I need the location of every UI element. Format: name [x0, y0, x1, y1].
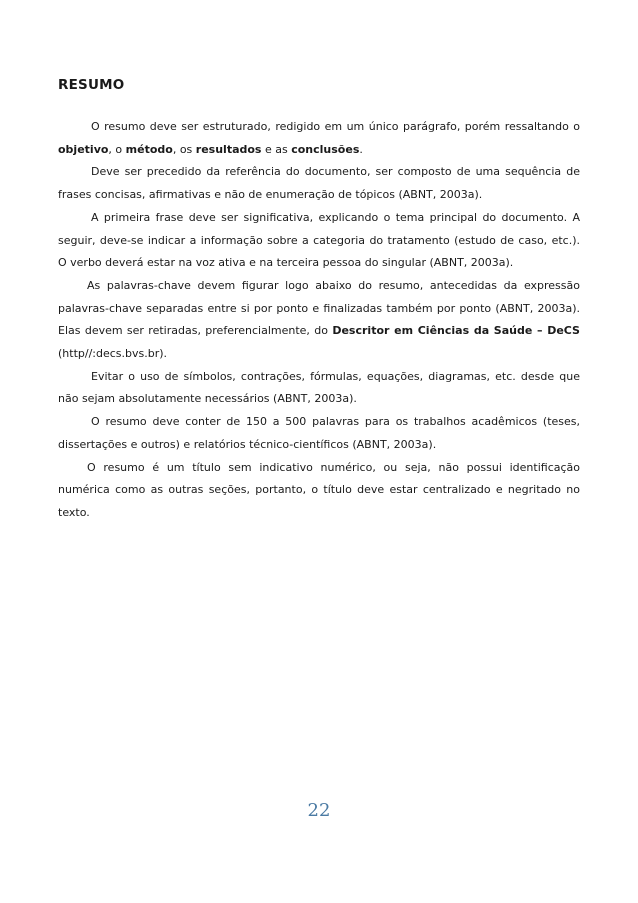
document-body — [58, 116, 580, 525]
paragraph-first-sentence: A primeira frase deve ser significativa, explicando o tema principal do documento. A seguir, deve-se indicar a informação sobre a categoria do tratamento (estudo de caso, etc.). O verbo deverá estar na voz ativa e na terceira pessoa do singular (ABNT, 2003a). — [58, 210, 580, 270]
section-title: RESUMO — [58, 77, 125, 93]
paragraph-word-count: O resumo deve conter de 150 a 500 palavras para os trabalhos acadêmicos (teses, dissertações e outros) e relatórios técnico-científicos (ABNT, 2003a). — [58, 415, 580, 451]
paragraph-symbols: Evitar o uso de símbolos, contrações, fórmulas, equações, diagramas, etc. desde que não sejam absolutamente necessários (ABNT, 2003a). — [58, 369, 580, 406]
paragraph-keywords — [58, 275, 580, 366]
paragraph-text: e as — [261, 142, 292, 156]
bold-term: método — [125, 142, 173, 156]
paragraph-reference: Deve ser precedido da referência do documento, ser composto de uma sequência de frases concisas, afirmativas e não de enumeração de tópicos (ABNT, 2003a). — [58, 165, 580, 202]
bold-term: resultados — [195, 142, 262, 156]
paragraph-text: , o — [108, 142, 126, 156]
paragraph-text: . — [359, 142, 363, 156]
bold-term: conclusões — [291, 142, 360, 156]
paragraph-title-format: O resumo é um título sem indicativo numérico, ou seja, não possui identificação numérica como as outras seções, portanto, o título deve estar centralizado e negritado no texto. — [58, 460, 580, 519]
paragraph-text: O resumo deve ser estruturado, redigido em um único parágrafo, porém ressaltando o — [91, 120, 580, 133]
paragraph-text: (http//:decs.bvs.br). — [58, 347, 168, 361]
bold-term: Descritor em Ciências da Saúde – DeCS — [332, 324, 580, 338]
paragraph-text: As palavras-chave devem figurar logo abaixo do resumo, antecedidas da expressão palavras-chave separadas entre si por ponto e finalizadas também por ponto (ABNT, 2003a). Elas devem ser retiradas, preferencialmente, do — [58, 278, 580, 338]
paragraph-text: , os — [172, 142, 196, 156]
page-number: 22 — [307, 800, 331, 821]
bold-term: objetivo — [58, 142, 109, 156]
paragraph-objectives — [58, 116, 580, 161]
